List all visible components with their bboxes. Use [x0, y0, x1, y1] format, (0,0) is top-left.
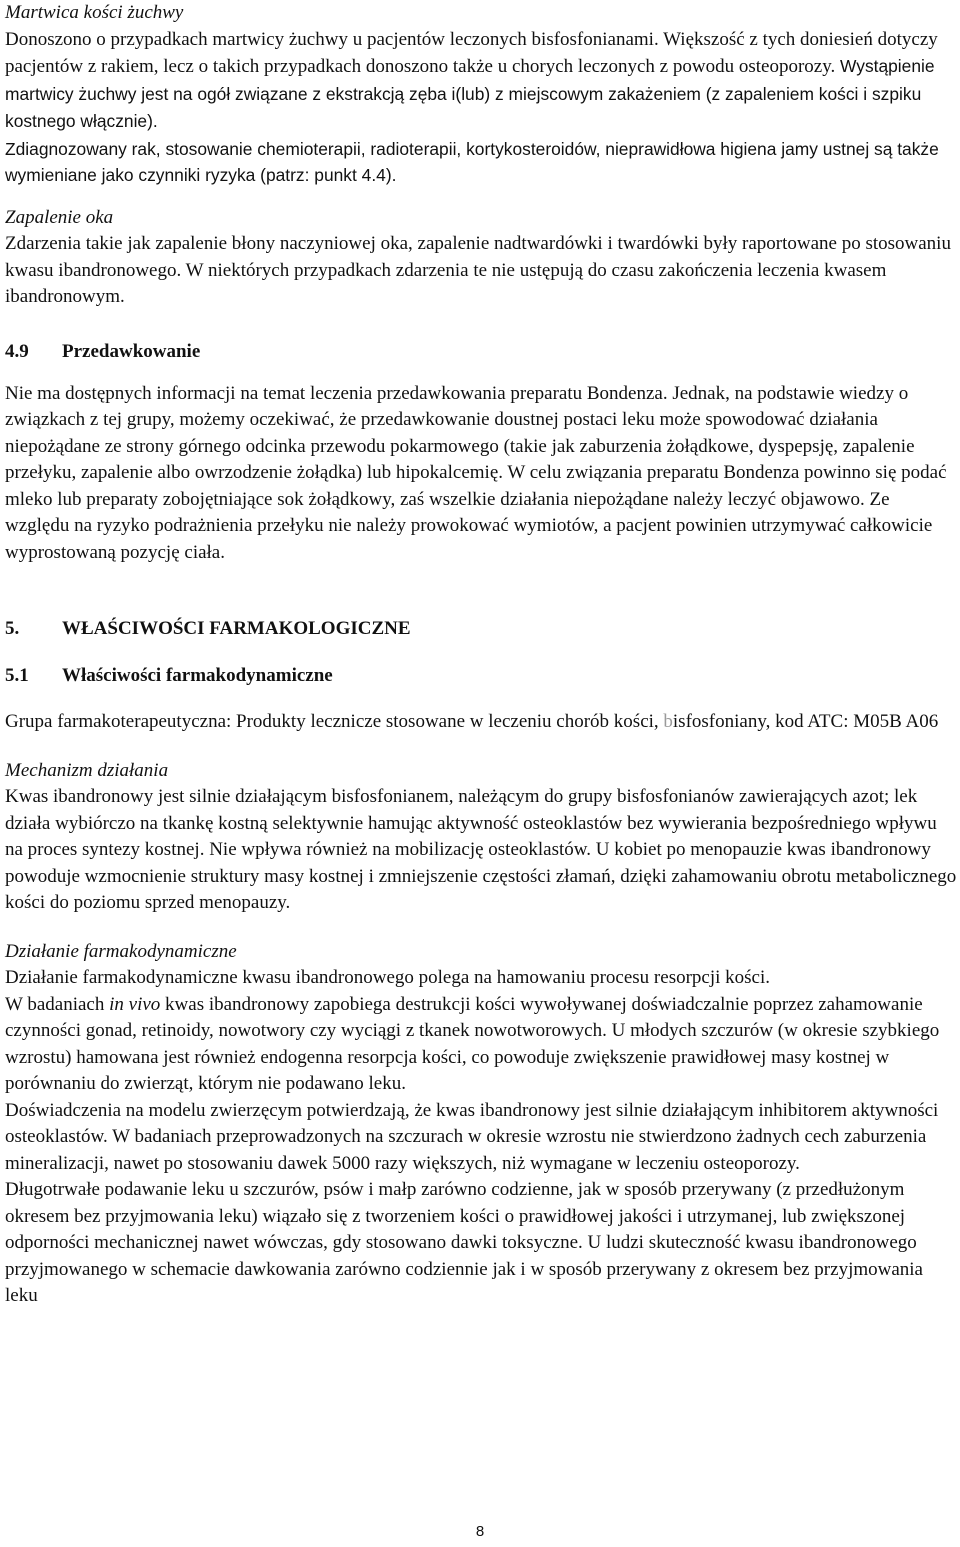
paragraph-risk-factors: Zdiagnozowany rak, stosowanie chemioterapii, radioterapii, kortykosteroidów, nieprawidłowa higiena jamy ustnej są także wymieniane jako czynniki ryzyka (patrz: punkt 4.4).: [5, 138, 939, 185]
paragraph-osteonecrosis: [5, 27, 957, 136]
subheading-mechanism: Mechanizm działania: [5, 759, 169, 781]
paragraph-pharmacotherapeutic-group: [5, 709, 957, 736]
osteonecrosis-text-1: Donoszono o przypadkach martwicy żuchwy u pacjentów leczonych bisfosfonianami. Większość z tych doniesień dotyczy pacjentów z rakiem, lecz o takich przypadkach donoszono także u chorych leczonych z powodu osteoporozy.: [5, 28, 938, 77]
section-heading-4-9: [5, 339, 957, 365]
section-number-5: 5.: [5, 618, 20, 639]
section-heading-5-1: [5, 663, 957, 689]
section-title-5: WŁAŚCIWOŚCI FARMAKOLOGICZNE: [62, 618, 411, 639]
osteonecrosis-text-2: Wystąpienie martwicy żuchwy jest na ogół związane z ekstrakcją zęba i(lub) z miejscowym zakażeniem (z zapaleniem kości i szpiku kostnego włącznie).: [5, 56, 935, 131]
section-title-5-1: Właściwości farmakodynamiczne: [62, 665, 333, 686]
section-heading-5: [5, 616, 957, 642]
in-vivo-italic: in vivo: [109, 993, 161, 1015]
section-number-5-1: 5.1: [5, 665, 29, 686]
paragraph-mechanism: Kwas ibandronowy jest silnie działającym bisfosfonianem, należącym do grupy bisfosfonianów zawierających azot; lek działa wybiórczo na tkankę kostną selektywnie hamując aktywność osteoklastów bez wywierania bezpośredniego wpływu na proces syntezy kostnej. Nie wpływa również na mobilizację osteoklastów. U kobiet po menopauzie kwas ibandronowy powoduje wzmocnienie struktury masy kostnej i zmniejszenie częstości złamań, dzięki zahamowaniu obrotu metabolicznego kości do poziomu sprzed menopauzy.: [5, 786, 957, 913]
paragraph-pharmacodynamic-3: Doświadczenia na modelu zwierzęcym potwierdzają, że kwas ibandronowy jest silnie działającym inhibitorem aktywności osteoklastów. W badaniach przeprowadzonych na szczurach w okresie wzrostu nie stwierdzono żadnych cech zaburzenia mineralizacji, nawet po stosowaniu dawek 5000 razy większych, niż wymagane w leczeniu osteoporozy.: [5, 1099, 939, 1174]
subheading-osteonecrosis: Martwica kości żuchwy: [5, 2, 184, 23]
section-title-4-9: Przedawkowanie: [62, 340, 201, 362]
in-vivo-text-1: W badaniach: [5, 993, 110, 1015]
paragraph-pharmacodynamic-1: Działanie farmakodynamiczne kwasu ibandronowego polega na hamowaniu procesu resorpcji kości.: [5, 967, 771, 988]
paragraph-pharmacodynamic-2: [5, 992, 957, 1098]
page-number: 8: [475, 1523, 485, 1540]
group-text-muted-letter: b: [663, 711, 673, 732]
subheading-eye: Zapalenie oka: [5, 206, 114, 228]
document-page: [5, 0, 957, 1310]
in-vivo-text-2: kwas ibandronowy zapobiega destrukcji kości wywoływanej doświadczalnie poprzez zahamowanie czynności gonad, retinoidy, nowotwory czy wyciągi z tkanek nowotworowych. U młodych szczurów (w okresie szybkiego wzrostu) hamowana jest również endogenna resorpcja kości, co powoduje zwiększenie prawidłowej masy kostnej w porównaniu do zwierząt, którym nie podawano leku.: [5, 993, 940, 1094]
subheading-pharmacodynamic: Działanie farmakodynamiczne: [5, 940, 237, 962]
paragraph-eye: Zdarzenia takie jak zapalenie błony naczyniowej oka, zapalenie nadtwardówki i twardówki były raportowane po stosowaniu kwasu ibandronowego. W niektórych przypadkach zdarzenia te nie ustępują do czasu zakończenia leczenia kwasem ibandronowym.: [5, 233, 951, 307]
group-text-2: isfosfoniany, kod ATC: M05B A06: [672, 711, 939, 732]
section-number-4-9: 4.9: [5, 340, 29, 362]
group-text-1: Grupa farmakoterapeutyczna: Produkty lecznicze stosowane w leczeniu chorób kości,: [5, 711, 664, 732]
paragraph-overdose: Nie ma dostępnych informacji na temat leczenia przedawkowania preparatu Bondenza. Jednak, na podstawie wiedzy o związkach z tej grupy, możemy oczekiwać, że przedawkowanie doustnej postaci leku może spowodować działania niepożądane ze strony górnego odcinka przewodu pokarmowego (takie jak zaburzenia żołądkowe, dyspepsję, zapalenie przełyku, zapalenie albo owrzodzenie żołądka) lub hipokalcemię. W celu związania preparatu Bondenza powinno się podać mleko lub preparaty zobojętniające sok żołądkowy, zaś wszelkie działania niepożądane należy leczyć objawowo. Ze względu na ryzyko podrażnienia przełyku nie należy prowokować wymiotów, a pacjent powinien utrzymywać całkowicie wyprostowaną pozycję ciała.: [5, 382, 947, 563]
paragraph-pharmacodynamic-4: Długotrwałe podawanie leku u szczurów, psów i małp zarówno codzienne, jak w sposób przerywany (z przedłużonym okresem bez przyjmowania leku) wiązało się z tworzeniem kości o prawidłowej jakości i utrzymanej, lub zwiększonej odporności mechanicznej nawet wówczas, gdy stosowano dawki toksyczne. U ludzi skuteczność kwasu ibandronowego przyjmowanego w schemacie dawkowania zarówno codziennie jak i w sposób przerywany z okresem bez przyjmowania leku: [5, 1179, 923, 1306]
